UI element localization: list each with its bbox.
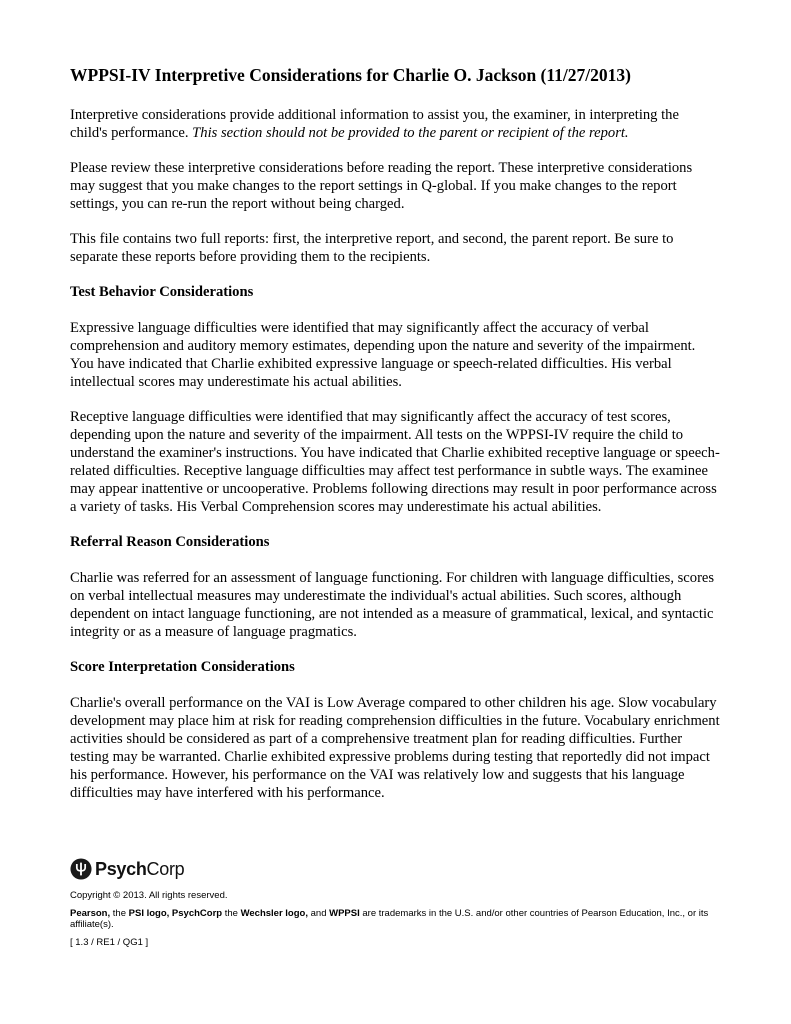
test-behavior-paragraph-1: Expressive language difficulties were identified that may significantly affect the accuracy of verbal comprehension and auditory memory estimates, depending upon the nature and severity of the impairment. You have indicated that Charlie exhibited expressive language or speech-related difficulties. His verbal intellectual scores may underestimate his actual abilities. <box>70 320 696 390</box>
intro-paragraph-1 <box>70 106 720 142</box>
page-title: WPPSI-IV Interpretive Considerations for Charlie O. Jackson (11/27/2013) <box>70 65 631 85</box>
trademark-text: Pearson, the PSI logo, PsychCorp the Wechsler logo, and WPPSI are trademarks in the U.S. and/or other countries of Pearson Education, Inc., or its affiliate(s). <box>70 907 709 930</box>
page-footer <box>70 856 730 954</box>
report-page <box>70 64 720 819</box>
score-interpretation-heading: Score Interpretation Considerations <box>70 659 295 675</box>
logo-wordmark: PsychCorp <box>95 858 185 879</box>
version-code: [ 1.3 / RE1 / QG1 ] <box>70 936 149 948</box>
intro-text: Interpretive considerations provide additional information to assist you, the examiner, in interpreting the child's performance. <box>70 107 679 141</box>
referral-reason-heading: Referral Reason Considerations <box>70 534 270 550</box>
intro-warning-text: This section should not be provided to the parent or recipient of the report. <box>192 125 629 141</box>
intro-paragraph-3: This file contains two full reports: first, the interpretive report, and second, the parent report. Be sure to separate these reports before providing them to the recipients. <box>70 231 674 265</box>
test-behavior-paragraph-2: Receptive language difficulties were identified that may significantly affect the accuracy of test scores, depending upon the nature and severity of the impairment. All tests on the WPPSI-IV require the child to understand the examiner's instructions. You have indicated that Charlie exhibited receptive language or speech-related difficulties. Receptive language difficulties may affect test performance in subtle ways. The examinee may appear inattentive or uncooperative. Problems following directions may result in poor performance across a variety of tasks. His Verbal Comprehension scores may underestimate his actual abilities. <box>70 409 720 515</box>
intro-paragraph-2: Please review these interpretive considerations before reading the report. These interpretive considerations may suggest that you make changes to the report settings in Q-global. If you make changes to the report settings, you can re-run the report without being charged. <box>70 160 693 212</box>
referral-reason-paragraph: Charlie was referred for an assessment of language functioning. For children with language difficulties, scores on verbal intellectual measures may underestimate the individual's actual abilities. Such scores, although dependent on intact language functioning, are not intended as a measure of grammatical, lexical, and syntactic integrity or as a measure of language pragmatics. <box>70 570 715 640</box>
test-behavior-heading: Test Behavior Considerations <box>70 284 254 300</box>
score-interpretation-paragraph: Charlie's overall performance on the VAI is Low Average compared to other children his age. Slow vocabulary development may place him at risk for reading comprehension difficulties in the future. Vocabulary enrichment activities should be considered as part of a comprehensive treatment plan for reading difficulties. Further testing may be warranted. Charlie exhibited expressive problems during testing that reportedly did not impact his performance. However, his performance on the VAI was relatively low and suggests that his language difficulties may have interfered with his performance. <box>70 695 720 801</box>
psi-logo-icon <box>70 858 92 880</box>
copyright-text: Copyright © 2013. All rights reserved. <box>70 890 228 901</box>
psychcorp-logo <box>70 856 730 882</box>
